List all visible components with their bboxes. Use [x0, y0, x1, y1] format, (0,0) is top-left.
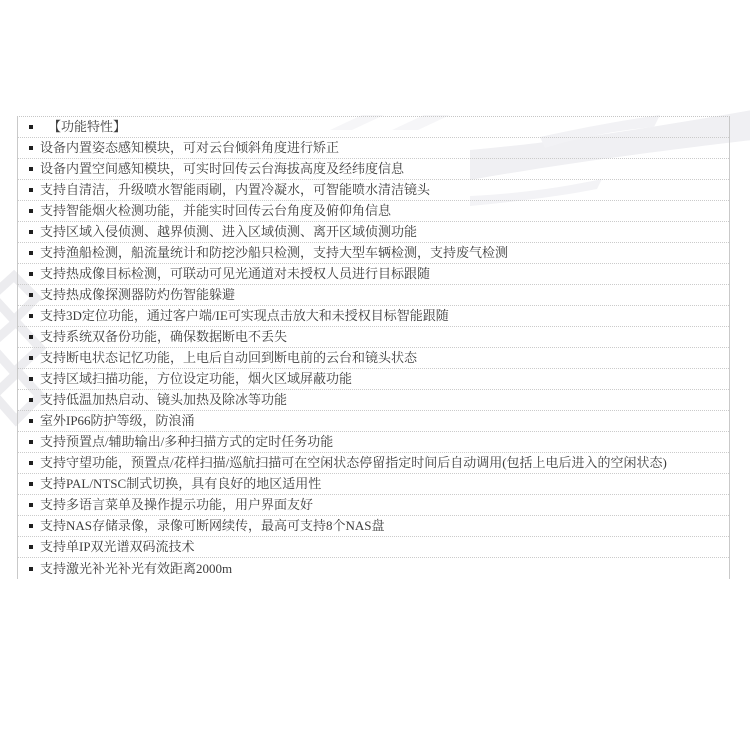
feature-text: 支持区域扫描功能，方位设定功能，烟火区域屏蔽功能	[40, 371, 353, 386]
bullet-icon	[29, 314, 33, 318]
feature-text: 支持NAS存储录像，录像可断网续传，最高可支持8个NAS盘	[40, 518, 385, 533]
list-item	[18, 285, 729, 306]
bullet-icon	[29, 398, 33, 402]
list-item	[18, 432, 729, 453]
list-item	[18, 306, 729, 327]
bullet-icon	[29, 419, 33, 423]
list-item	[18, 558, 729, 579]
feature-text: 支持渔船检测，船流量统计和防挖沙船只检测，支持大型车辆检测，支持废气检测	[40, 245, 509, 260]
list-item	[18, 453, 729, 474]
bullet-icon	[29, 567, 33, 571]
list-item	[18, 180, 729, 201]
list-item	[18, 327, 729, 348]
bullet-icon	[29, 503, 33, 507]
feature-text: 支持断电状态记忆功能，上电后自动回到断电前的云台和镜头状态	[40, 350, 418, 365]
feature-text: 支持多语言菜单及操作提示功能，用户界面友好	[40, 497, 314, 512]
bullet-icon	[29, 461, 33, 465]
feature-text: 支持PAL/NTSC制式切换，具有良好的地区适用性	[40, 476, 322, 491]
list-item	[18, 348, 729, 369]
list-item	[18, 243, 729, 264]
bullet-icon	[29, 293, 33, 297]
feature-table	[17, 116, 730, 579]
bullet-icon	[29, 125, 33, 129]
feature-list	[18, 138, 729, 579]
bullet-icon	[29, 545, 33, 549]
feature-text: 支持系统双备份功能，确保数据断电不丢失	[40, 329, 288, 344]
bullet-icon	[29, 209, 33, 213]
list-item	[18, 474, 729, 495]
feature-text: 支持热成像目标检测，可联动可见光通道对未授权人员进行目标跟随	[40, 266, 431, 281]
bullet-icon	[29, 377, 33, 381]
list-item	[18, 516, 729, 537]
list-item	[18, 495, 729, 516]
list-item	[18, 222, 729, 243]
list-item	[18, 138, 729, 159]
bullet-icon	[29, 335, 33, 339]
list-item	[18, 411, 729, 432]
section-title: 【功能特性】	[48, 119, 127, 134]
bullet-icon	[29, 146, 33, 150]
list-item	[18, 390, 729, 411]
feature-text: 支持热成像探测器防灼伤智能躲避	[40, 287, 236, 302]
bullet-icon	[29, 440, 33, 444]
feature-text: 支持智能烟火检测功能，并能实时回传云台角度及俯仰角信息	[40, 203, 392, 218]
feature-text: 支持3D定位功能，通过客户端/IE可实现点击放大和未授权目标智能跟随	[40, 308, 449, 323]
bullet-icon	[29, 482, 33, 486]
bullet-icon	[29, 356, 33, 360]
feature-text: 支持守望功能，预置点/花样扫描/巡航扫描可在空闲状态停留指定时间后自动调用(包括上电后进入的空闲状态)	[40, 455, 667, 470]
list-item	[18, 159, 729, 180]
list-item	[18, 264, 729, 285]
list-item	[18, 537, 729, 558]
feature-text: 支持低温加热启动、镜头加热及除冰等功能	[40, 392, 288, 407]
bullet-icon	[29, 251, 33, 255]
feature-text: 支持预置点/辅助输出/多种扫描方式的定时任务功能	[40, 434, 334, 449]
feature-text: 支持区域入侵侦测、越界侦测、进入区域侦测、离开区域侦测功能	[40, 224, 418, 239]
feature-text: 室外IP66防护等级，防浪涌	[40, 413, 195, 428]
bullet-icon	[29, 167, 33, 171]
feature-text: 支持自清洁，升级喷水智能雨刷，内置冷凝水，可智能喷水清洁镜头	[40, 182, 431, 197]
list-item	[18, 369, 729, 390]
feature-text: 设备内置空间感知模块，可实时回传云台海拔高度及经纬度信息	[40, 161, 405, 176]
list-item	[18, 201, 729, 222]
bullet-icon	[29, 230, 33, 234]
bullet-icon	[29, 524, 33, 528]
bullet-icon	[29, 188, 33, 192]
feature-text: 支持激光补光补光有效距离2000m	[40, 560, 233, 576]
feature-text: 支持单IP双光谱双码流技术	[40, 539, 195, 554]
feature-text: 设备内置姿态感知模块，可对云台倾斜角度进行矫正	[40, 140, 340, 155]
bullet-icon	[29, 272, 33, 276]
list-item-header	[18, 117, 729, 138]
